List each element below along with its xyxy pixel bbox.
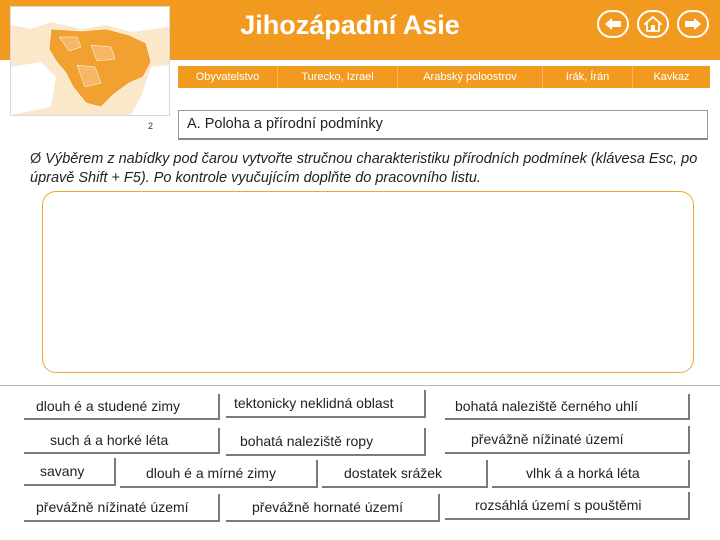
bullet-arrow-icon: Ø [30,151,42,167]
answer-area[interactable] [42,191,694,373]
arrow-right-icon [684,17,702,31]
forward-button[interactable] [677,10,709,38]
instructions [30,150,710,188]
tab-kavkaz[interactable]: Kavkaz [633,66,710,88]
answer-card[interactable]: dostatek srážek [322,460,488,488]
page-title: Jihozápadní Asie [240,10,460,40]
instructions-text: Výběrem z nabídky pod čarou vytvořte stručnou charakteristiku přírodních podmínek (klávesa Esc, po úpravě Shift + F5). Po kontrole vyučujícím doplňte do pracovního listu. [30,151,698,186]
home-icon [644,16,662,32]
answer-card[interactable]: bohatá naleziště ropy [226,428,426,456]
page-number: 2 [148,121,154,131]
tab-arabsky-poloostrov[interactable]: Arabský poloostrov [398,66,543,88]
answer-card[interactable]: převážně nížinaté území [445,426,690,454]
answer-card[interactable]: dlouh é a studené zimy [24,394,220,420]
answer-card[interactable]: tektonicky neklidná oblast [226,390,426,418]
divider-line [0,385,720,386]
tab-obyvatelstvo[interactable]: Obyvatelstvo [178,66,278,88]
answer-card[interactable]: převážně nížinaté území [24,494,220,522]
tab-turecko-izrael[interactable]: Turecko, Izrael [278,66,398,88]
region-map [10,6,170,116]
answer-card[interactable]: rozsáhlá území s pouštěmi [445,492,690,520]
answer-card[interactable]: převážně hornaté území [226,494,440,522]
home-button[interactable] [637,10,669,38]
answer-card[interactable]: bohatá naleziště černého uhlí [445,394,690,420]
answer-card[interactable]: such á a horké léta [24,428,220,454]
section-title: A. Poloha a přírodní podmínky [178,110,708,140]
arrow-left-icon [604,17,622,31]
back-button[interactable] [597,10,629,38]
tab-irak-iran[interactable]: Irák, Írán [543,66,633,88]
answer-card[interactable]: dlouh é a mírné zimy [120,460,318,488]
answer-card[interactable]: savany [24,458,116,486]
answer-card[interactable]: vlhk á a horká léta [492,460,690,488]
